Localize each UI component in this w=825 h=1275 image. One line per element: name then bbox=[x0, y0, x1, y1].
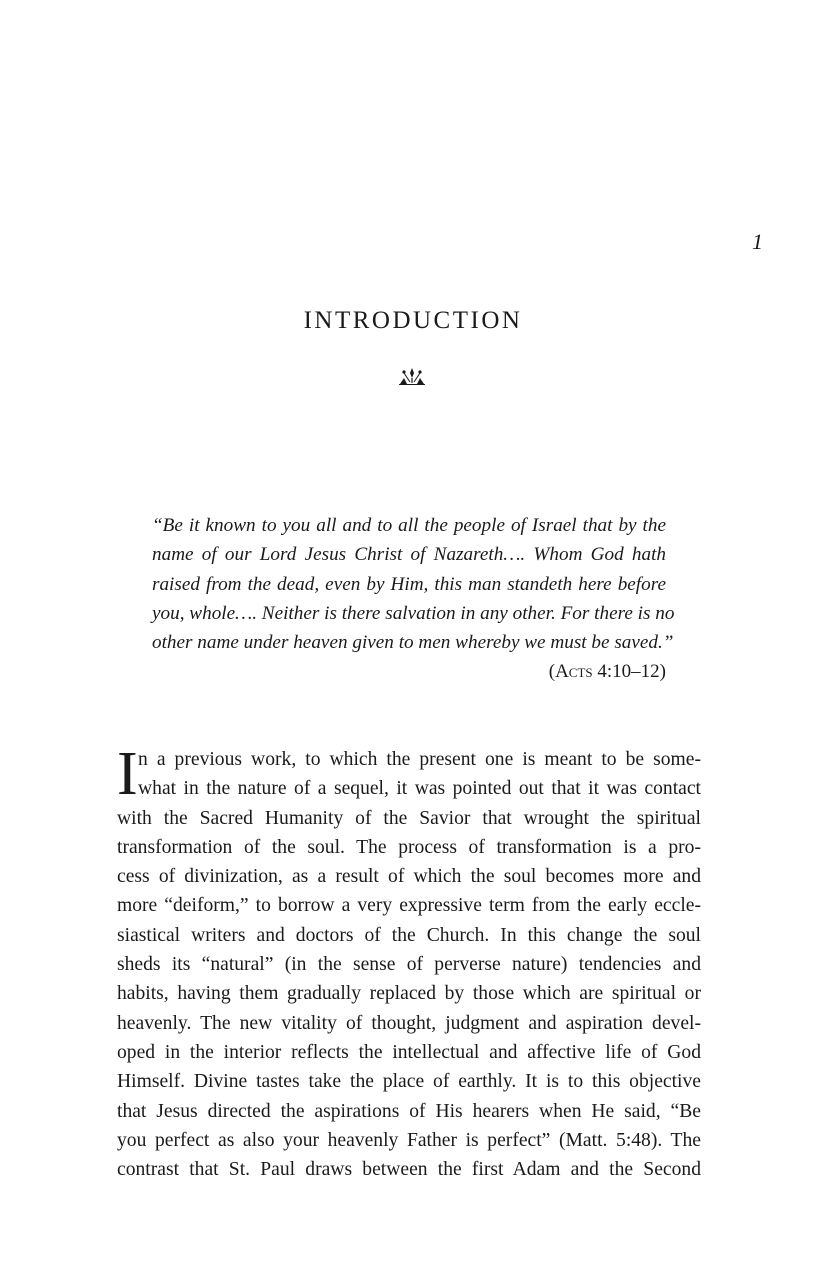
epigraph bbox=[152, 511, 675, 686]
body-line: more “deiform,” to borrow a very expressive term from the early eccle- bbox=[117, 895, 701, 917]
chapter-title: INTRODUCTION bbox=[303, 307, 523, 334]
body-line: heavenly. The new vitality of thought, judgment and aspiration devel- bbox=[117, 1012, 701, 1034]
epigraph-line: you, whole…. Neither is there salvation in any other. For there is no bbox=[152, 602, 675, 624]
body-line: transformation of the soul. The process of transformation is a pro- bbox=[117, 836, 701, 858]
epigraph-text bbox=[152, 511, 675, 657]
body-line: that Jesus directed the aspirations of His hearers when He said, “Be bbox=[117, 1100, 701, 1122]
body-line: sheds its “natural” (in the sense of perverse nature) tendencies and bbox=[117, 954, 701, 976]
body-line: oped in the interior reflects the intellectual and affective life of God bbox=[117, 1041, 701, 1063]
epigraph-line: raised from the dead, even by Him, this man standeth here before bbox=[152, 573, 666, 595]
body-line: cess of divinization, as a result of which the soul becomes more and bbox=[117, 866, 701, 888]
epigraph-line: “Be it known to you all and to all the people of Israel that by the bbox=[152, 515, 666, 536]
body-line: siastical writers and doctors of the Church. In this change the soul bbox=[117, 924, 701, 946]
body-line: you perfect as also your heavenly Father is perfect” (Matt. 5:48). The bbox=[117, 1129, 701, 1151]
body-paragraph bbox=[117, 740, 701, 1184]
page-number: 1 bbox=[752, 229, 763, 254]
body-line: habits, having them gradually replaced by those which are spiritual or bbox=[117, 983, 701, 1005]
body-line: contrast that St. Paul draws between the first Adam and the Second bbox=[117, 1159, 701, 1181]
body-line: with the Sacred Humanity of the Savior that wrought the spiritual bbox=[117, 807, 701, 829]
epigraph-line: other name under heaven given to men whereby we must be saved.” bbox=[152, 632, 674, 654]
crown-ornament-icon bbox=[397, 367, 427, 387]
body-line: Himself. Divine tastes take the place of earthly. It is to this objective bbox=[117, 1071, 701, 1093]
drop-cap: I bbox=[117, 740, 138, 808]
body-line: what in the nature of a sequel, it was pointed out that it was contact bbox=[138, 778, 701, 800]
epigraph-line: name of our Lord Jesus Christ of Nazareth…. Whom God hath bbox=[152, 544, 666, 566]
epigraph-citation: (Acts 4:10–12) bbox=[548, 661, 666, 683]
body-line: n a previous work, to which the present one is meant to be some- bbox=[138, 749, 701, 770]
